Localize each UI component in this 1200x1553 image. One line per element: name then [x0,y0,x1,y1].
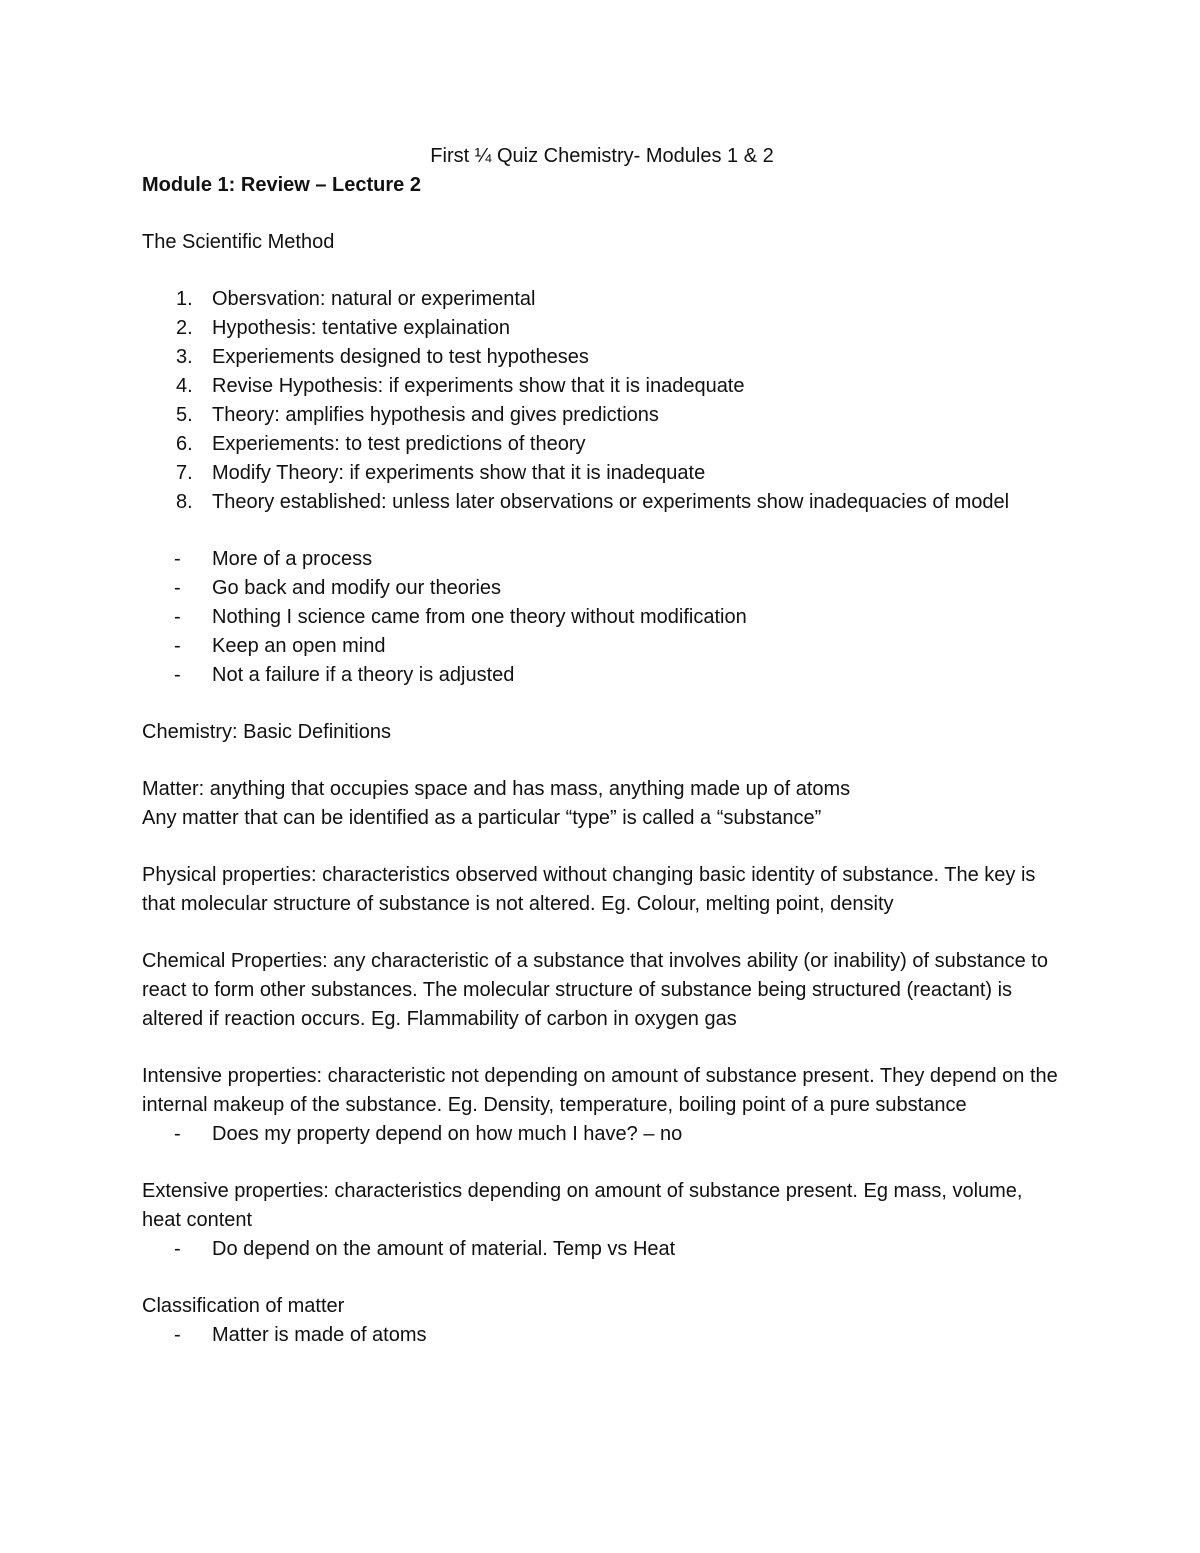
list-item [142,1120,1062,1149]
spacer [142,1034,1062,1062]
step-number: 6. [176,433,193,455]
step-number: 4. [176,375,193,397]
dash-bullet: - [174,1123,181,1145]
step-item [142,372,1062,401]
note-text: Not a failure if a theory is adjusted [212,664,515,686]
dash-bullet: - [174,635,181,657]
dash-bullet: - [174,664,181,686]
list-item [142,603,1062,632]
classification-heading: Classification of matter [142,1295,345,1317]
list-item [142,661,1062,690]
step-item [142,343,1062,372]
matter-definition: Matter: anything that occupies space and has mass, anything made up of atoms [142,778,851,800]
scientific-method-heading: The Scientific Method [142,231,335,253]
step-item [142,285,1062,314]
document-title: First ¼ Quiz Chemistry- Modules 1 & 2 [430,145,774,167]
step-number: 5. [176,404,193,426]
step-number: 1. [176,288,193,310]
list-item [142,545,1062,574]
list-item [142,1235,1062,1264]
step-item [142,314,1062,343]
extensive-notes [142,1235,1062,1264]
basic-definitions-heading: Chemistry: Basic Definitions [142,721,391,743]
list-item [142,632,1062,661]
step-text: Revise Hypothesis: if experiments show that it is inadequate [212,375,745,397]
step-number: 7. [176,462,193,484]
note-text: Nothing I science came from one theory without modification [212,606,747,628]
list-item [142,574,1062,603]
spacer [142,747,1062,775]
physical-properties-paragraph: Physical properties: characteristics observed without changing basic identity of substance. The key is that molecular structure of substance is not altered. Eg. Colour, melting point, density [142,864,1036,915]
spacer [142,919,1062,947]
note-text: Does my property depend on how much I have? – no [212,1123,683,1145]
spacer [142,833,1062,861]
dash-bullet: - [174,548,181,570]
dash-bullet: - [174,606,181,628]
intensive-properties-paragraph: Intensive properties: characteristic not depending on amount of substance present. They depend on the internal makeup of the substance. Eg. Density, temperature, boiling point of a pure substance [142,1065,1058,1116]
spacer [142,690,1062,718]
step-item [142,459,1062,488]
step-text: Obersvation: natural or experimental [212,288,536,310]
dash-bullet: - [174,577,181,599]
spacer [142,257,1062,285]
step-text: Experiements designed to test hypotheses [212,346,589,368]
step-item [142,401,1062,430]
document-page [142,142,1062,1350]
step-number: 2. [176,317,193,339]
dash-bullet: - [174,1238,181,1260]
extensive-properties-paragraph: Extensive properties: characteristics depending on amount of substance present. Eg mass, volume, heat content [142,1180,1023,1231]
spacer [142,517,1062,545]
step-text: Modify Theory: if experiments show that it is inadequate [212,462,706,484]
step-text: Experiements: to test predictions of theory [212,433,586,455]
chemical-properties-paragraph: Chemical Properties: any characteristic of a substance that involves ability (or inability) of substance to react to form other substances. The molecular structure of substance being structured (reactant) is altered if reaction occurs. Eg. Flammability of carbon in oxygen gas [142,950,1048,1030]
spacer [142,1264,1062,1292]
module-heading: Module 1: Review – Lecture 2 [142,174,421,196]
step-number: 8. [176,491,193,513]
step-text: Theory: amplifies hypothesis and gives predictions [212,404,659,426]
scientific-method-notes [142,545,1062,690]
note-text: Keep an open mind [212,635,386,657]
note-text: Matter is made of atoms [212,1324,427,1346]
substance-definition: Any matter that can be identified as a particular “type” is called a “substance” [142,807,822,829]
step-number: 3. [176,346,193,368]
spacer [142,1149,1062,1177]
dash-bullet: - [174,1324,181,1346]
step-text: Hypothesis: tentative explaination [212,317,510,339]
spacer [142,200,1062,228]
step-item [142,430,1062,459]
list-item [142,1321,1062,1350]
intensive-notes [142,1120,1062,1149]
step-item [142,488,1062,517]
classification-notes [142,1321,1062,1350]
step-text: Theory established: unless later observations or experiments show inadequacies of model [212,491,1010,513]
note-text: Go back and modify our theories [212,577,502,599]
note-text: More of a process [212,548,373,570]
note-text: Do depend on the amount of material. Temp vs Heat [212,1238,676,1260]
scientific-method-steps [142,285,1062,517]
